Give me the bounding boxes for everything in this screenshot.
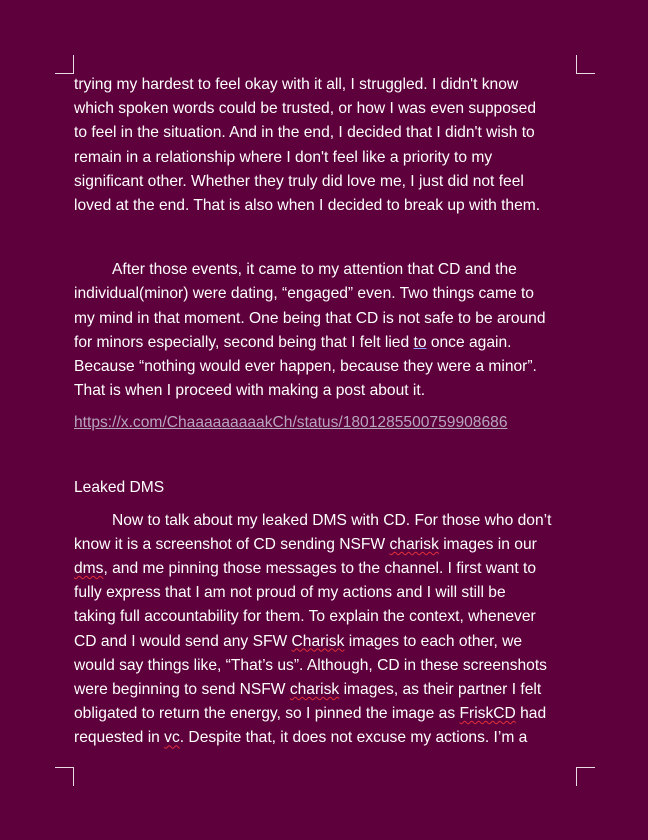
text-line [74,630,576,654]
text-line: would say things like, “That’s us”. Although, CD in these screenshots [74,656,547,674]
text-line: That is when I proceed with making a post about it. [74,382,426,400]
text-line: which spoken words could be trusted, or how I was even supposed [74,100,537,118]
text-segment: . Despite that, it does not excuse my actions. I’m a [179,729,528,747]
text-line: After those events, it came to my attention that CD and the [112,261,517,279]
text-line [74,678,576,702]
spellcheck-flagged-word[interactable]: FriskCD [459,705,516,723]
text-line [74,557,576,581]
spellcheck-flagged-word[interactable]: charisk [389,535,439,553]
spellcheck-flagged-word[interactable]: charisk [289,680,340,698]
text-segment: , and me pinning those messages to the channel. I first want to [103,560,537,577]
text-segment: requested in [74,729,165,747]
text-line: taking full accountability for them. To explain the context, whenever [74,608,536,626]
text-segment: were beginning to send NSFW [74,680,290,698]
text-line: loved at the end. That is also when I decided to break up with them. [74,196,541,214]
paragraph-breakup [74,73,576,218]
text-line: my mind in that moment. One being that CD is not safe to be around [74,309,546,327]
text-segment: had [515,705,547,723]
text-line [74,702,576,726]
text-line: to feel in the situation. And in the end, I decided that I didn't wish to [74,124,535,142]
margin-corner-top-left [55,55,74,74]
paragraph-events [74,258,576,403]
margin-corner-top-right [576,55,595,74]
text-line: Now to talk about my leaked DMS with CD. For those who don’t [112,511,552,529]
text-segment: CD and I would send any SFW [74,632,292,650]
spellcheck-flagged-word[interactable]: dms [74,560,104,577]
text-line: trying my hardest to feel okay with it all, I struggled. I didn't know [74,76,519,93]
text-segment: obligated to return the energy, so I pinned the image as [74,705,460,723]
section-heading-leaked-dms: Leaked DMS [74,479,165,497]
text-line [74,331,576,355]
spellcheck-flagged-word[interactable]: vc [164,729,180,747]
text-segment: images to each other, we [344,632,523,650]
margin-corner-bottom-left [55,767,74,786]
spellcheck-flagged-word[interactable]: Charisk [291,632,345,650]
text-segment: for minors especially, second being that I felt lied [74,333,414,351]
text-line: significant other. Whether they truly did love me, I just did not feel [74,172,524,190]
document-body[interactable] [74,73,576,751]
paragraph-leaked-dms [74,509,576,751]
text-segment: images, as their partner I felt [339,680,542,698]
text-line [74,533,576,557]
text-segment: once again. [426,333,512,351]
text-line [74,726,576,750]
text-segment: images in our [438,535,537,553]
post-link[interactable]: https://x.com/ChaaaaaaaaakCh/status/1801285500759908686 [74,414,508,432]
text-line: individual(minor) were dating, “engaged” even. Two things came to [74,285,534,303]
text-segment: know it is a screenshot of CD sending NSFW [74,535,390,553]
text-line: remain in a relationship where I don't feel like a priority to my [74,148,493,166]
text-line: fully express that I am not proud of my actions and I will still be [74,584,506,602]
text-line: Because “nothing would ever happen, because they were a minor”. [74,357,537,375]
grammar-flagged-word[interactable]: to [413,333,427,351]
margin-corner-bottom-right [576,767,595,786]
